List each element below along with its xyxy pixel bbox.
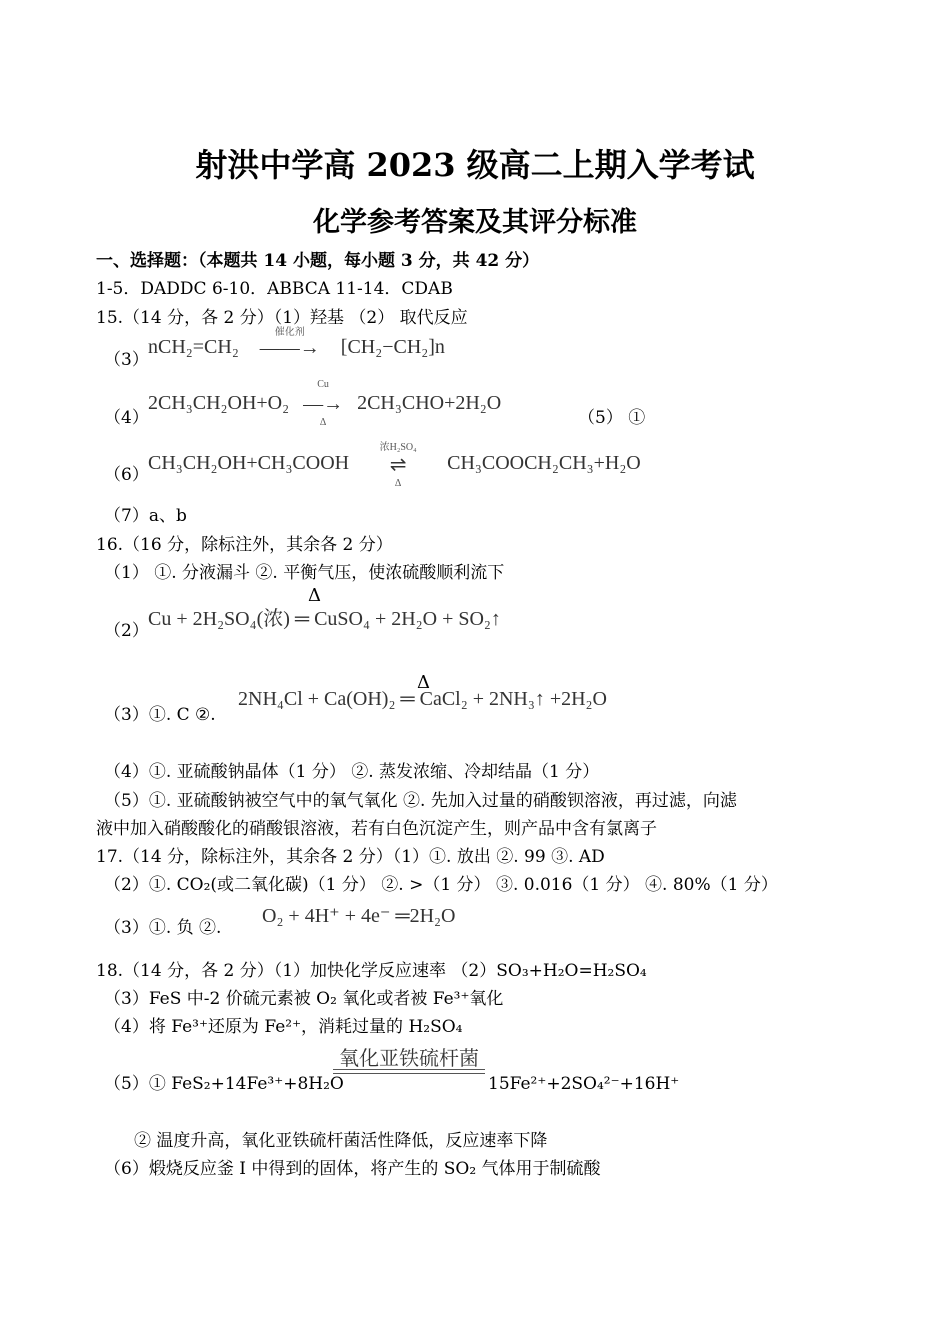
q15-p3-label: （3） [104, 350, 149, 370]
q18-p5-second: ② 温度升高，氧化亚铁硫杆菌活性降低，反应速率下降 [134, 1131, 548, 1151]
q16-p2-heat: Δ [308, 585, 321, 606]
q15-p6-products: CH₃COOCH₂CH₃+H₂O [447, 452, 641, 475]
q15-p4-equation [148, 378, 502, 428]
q15-p4-catalyst: Cu [317, 378, 329, 390]
q16-p3-label: （3）①. C ②. [104, 705, 216, 725]
page-title: 射洪中学高 2023 级高二上期入学考试 [195, 146, 755, 184]
q15-p4-arrow: Cu —→ Δ [298, 393, 348, 416]
q15-p4-reactants: 2CH₃CH₂OH+O₂ [148, 392, 290, 414]
q16-p3-equation: 2NH₄Cl + Ca(OH)₂ ═ CaCl₂ + 2NH₃↑ +2H₂O [238, 688, 607, 710]
q18-p5-arrow-line-top [333, 1069, 485, 1070]
q15-p6-catalyst: 浓H₂SO₄ [379, 442, 417, 453]
q18-head: 18.（14 分，各 2 分）（1）加快化学反应速率 （2）SO₃+H₂O=H₂SO₄ [96, 961, 647, 981]
q15-p6-reactants: CH₃CH₂OH+CH₃COOH [148, 452, 350, 475]
section-1-heading: 一、选择题：（本题共 14 小题，每小题 3 分，共 42 分） [96, 251, 540, 271]
q17-p3-equation: O₂ + 4H⁺ + 4e⁻ ═2H₂O [262, 905, 456, 927]
q18-p3: （3）FeS 中-2 价硫元素被 O₂ 氧化或者被 Fe³⁺氧化 [104, 989, 504, 1009]
q16-p1: （1） ①. 分液漏斗 ②. 平衡气压，使浓硫酸顺利流下 [104, 563, 505, 583]
q15-p3-reactant: nCH₂=CH₂ [148, 336, 239, 358]
q16-p3-heat: Δ [417, 672, 430, 693]
q16-p2-equation: Cu + 2H₂SO₄(浓) ═ CuSO₄ + 2H₂O + SO₂↑ [148, 608, 501, 630]
page-subtitle: 化学参考答案及其评分标准 [313, 207, 637, 238]
q15-head: 15.（14 分，各 2 分）（1）羟基 （2） 取代反应 [96, 308, 468, 328]
q16-head: 16.（16 分，除标注外，其余各 2 分） [96, 535, 393, 555]
q15-p5: （5） ① [578, 408, 646, 428]
q17-p3-label: （3）①. 负 ②. [104, 918, 222, 938]
q16-p5-line2: 液中加入硝酸酸化的硝酸银溶液，若有白色沉淀产生，则产品中含有氯离子 [96, 819, 657, 839]
q15-p3-equation [148, 326, 445, 360]
q15-p4-products: 2CH₃CHO+2H₂O [357, 392, 502, 414]
q15-p6-arrow: 浓H₂SO₄ ⇌ Δ [358, 452, 438, 477]
q15-p6-heat: Δ [394, 478, 402, 489]
q15-p3-catalyst: 催化剂 [274, 326, 305, 338]
q18-p4: （4）将 Fe³⁺还原为 Fe²⁺，消耗过量的 H₂SO₄ [104, 1017, 463, 1037]
q18-p5-label: （5）① FeS₂+14Fe³⁺+8H₂O [104, 1074, 344, 1094]
q15-p6-label: （6） [104, 465, 149, 485]
q15-p3-arrow: 催化剂 ——→ [250, 337, 330, 360]
q15-p7: （7）a、b [104, 506, 187, 526]
q15-p4-label: （4） [104, 408, 149, 428]
q18-p5-products: 15Fe²⁺+2SO₄²⁻+16H⁺ [488, 1074, 680, 1094]
q18-p5-arrow-line-bottom [333, 1073, 485, 1074]
q15-p6-equation [148, 442, 641, 489]
q17-p2: （2）①. CO₂(或二氧化碳)（1 分） ②. >（1 分） ③. 0.016（1 分） ④. 80%（1 分） [104, 875, 778, 895]
mcq-answers: 1-5．DADDC 6-10．ABBCA 11-14．CDAB [96, 279, 453, 299]
q18-p5-catalyst: 氧化亚铁硫杆菌 [339, 1046, 479, 1070]
q15-p3-product: [CH₂−CH₂]n [340, 336, 445, 358]
q16-p2-label: （2） [104, 621, 149, 641]
q17-head: 17.（14 分，除标注外，其余各 2 分）（1）①. 放出 ②. 99 ③. AD [96, 847, 605, 867]
q18-p6: （6）煅烧反应釜 I 中得到的固体，将产生的 SO₂ 气体用于制硫酸 [104, 1159, 601, 1179]
q15-p4-heat: Δ [319, 416, 327, 428]
q16-p4: （4）①. 亚硫酸钠晶体（1 分） ②. 蒸发浓缩、冷却结晶（1 分） [104, 762, 600, 782]
q16-p5-line1: （5）①. 亚硫酸钠被空气中的氧气氧化 ②. 先加入过量的硝酸钡溶液，再过滤，向滤 [104, 791, 737, 811]
